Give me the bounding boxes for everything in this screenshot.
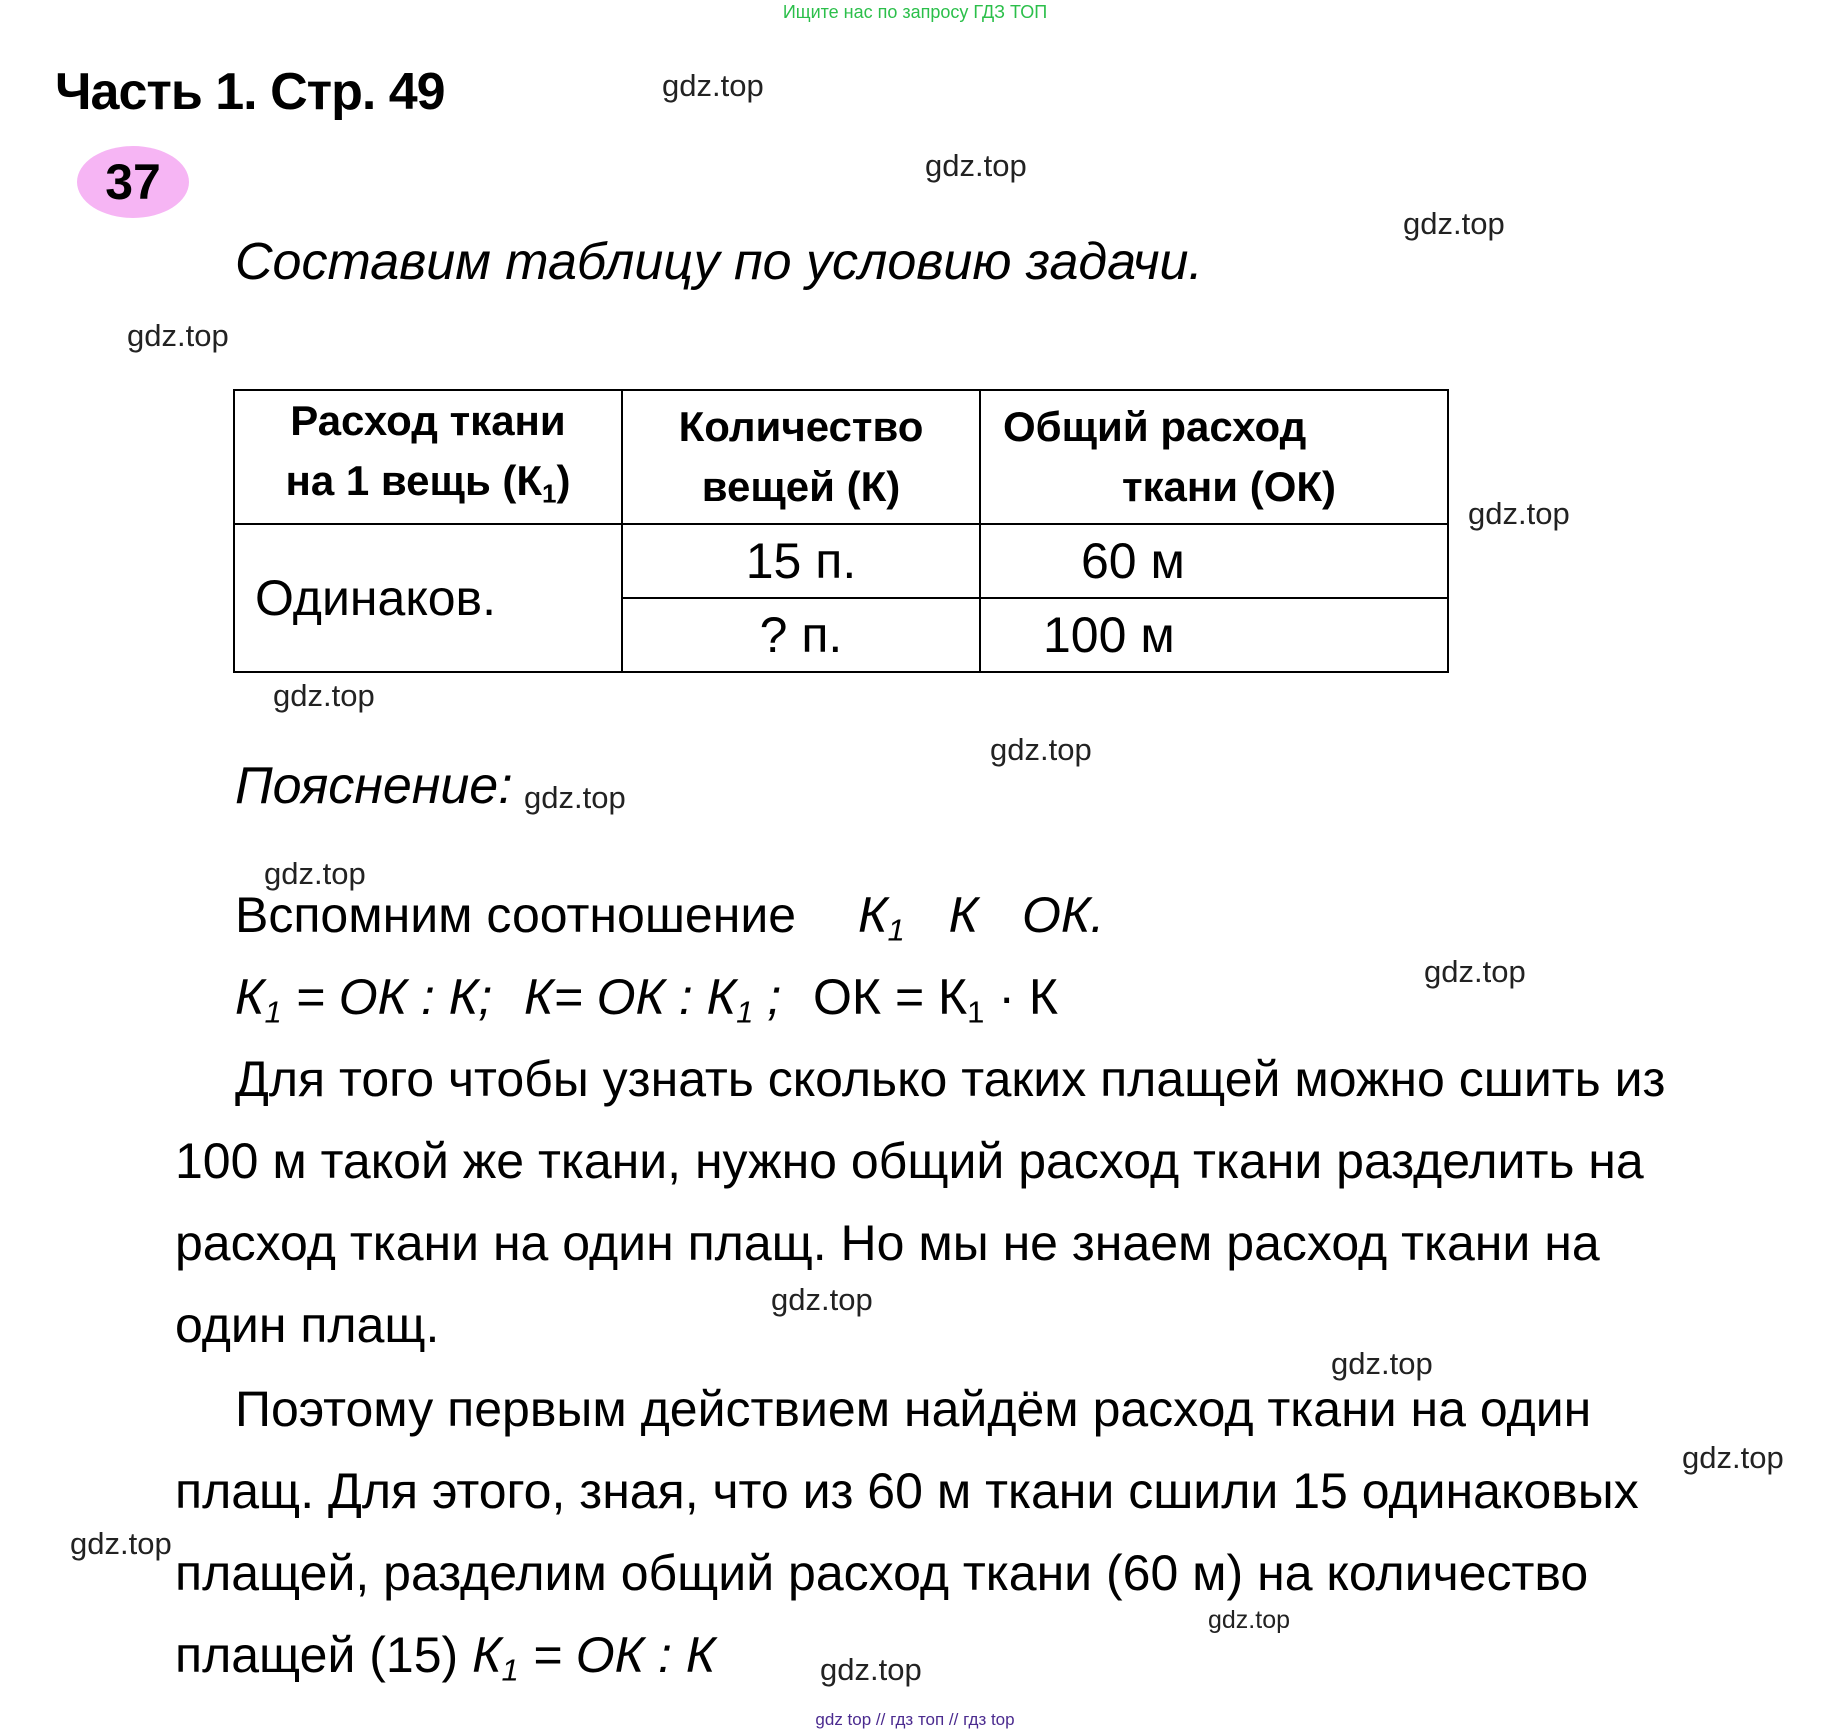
header-count-line2: вещей (К)	[701, 463, 901, 511]
watermark: gdz.top	[662, 68, 764, 103]
formula-k1	[235, 969, 493, 1030]
cell-count: ? п.	[622, 598, 980, 672]
table-row	[234, 524, 1448, 598]
relation-k1-letter: К	[858, 887, 888, 943]
paragraph-2-formula-letter: К	[472, 1627, 502, 1683]
formula-k1-sub: 1	[264, 994, 282, 1030]
header-total-line2: ткани (ОК)	[1121, 463, 1337, 511]
header-consumption-line2	[235, 451, 621, 523]
intro-text: Составим таблицу по условию задачи.	[235, 233, 1203, 291]
watermark: gdz.top	[820, 1652, 922, 1687]
paragraph-1-line: 100 м такой же ткани, нужно общий расход ткани разделить на	[175, 1133, 1644, 1189]
formula-k1-letter: К	[235, 969, 265, 1025]
formula-ok-sub: 1	[967, 994, 985, 1030]
header-consumption	[234, 390, 622, 524]
formula-ok	[813, 969, 1058, 1030]
watermark: gdz.top	[771, 1282, 873, 1317]
paragraph-1-line: Для того чтобы узнать сколько таких плащей можно сшить из	[235, 1051, 1666, 1107]
header-consumption-close: )	[556, 457, 571, 504]
paragraph-2-last-text: плащей (15)	[175, 1627, 473, 1683]
relation-text: Вспомним соотношение	[235, 887, 797, 943]
header-count	[622, 390, 980, 524]
header-consumption-sub: 1	[542, 478, 557, 509]
watermark: gdz.top	[1468, 496, 1570, 531]
paragraph-1	[175, 1038, 1665, 1366]
watermark: gdz.top	[990, 732, 1092, 767]
table-header-row	[234, 390, 1448, 524]
watermark: gdz.top	[70, 1526, 172, 1561]
task-number-badge	[77, 146, 189, 218]
relation-ok: ОК.	[1022, 887, 1105, 943]
cell-total: 100 м	[980, 598, 1448, 672]
watermark: gdz.top	[264, 856, 366, 891]
cell-count: 15 п.	[622, 524, 980, 598]
header-total-line1: Общий расход	[1003, 403, 1307, 451]
paragraph-1-line: один плащ.	[175, 1297, 440, 1353]
explanation-label: Пояснение:	[235, 757, 513, 815]
watermark: gdz.top	[524, 780, 626, 815]
header-consumption-text: на 1 вещь (К	[285, 457, 543, 504]
relation-k1-sub: 1	[887, 912, 905, 948]
cell-consumption: Одинаков.	[234, 524, 622, 672]
header-consumption-line1: Расход ткани	[290, 397, 566, 444]
formula-k-text: К= ОК : К	[524, 969, 737, 1025]
watermark: gdz.top	[925, 148, 1027, 183]
watermark: gdz.top	[273, 678, 375, 713]
search-banner: Ищите нас по запросу ГДЗ ТОП	[782, 2, 1048, 22]
formula-ok-text: ОК = К	[813, 969, 968, 1025]
watermark: gdz.top	[1208, 1606, 1291, 1634]
formula-k	[524, 969, 782, 1030]
header-count-line1: Количество	[678, 403, 924, 451]
footer-links: gdz top // гдз топ // гдз top	[815, 1710, 1015, 1729]
paragraph-2-formula	[472, 1627, 716, 1688]
watermark: gdz.top	[127, 318, 229, 353]
paragraph-2-formula-rest: = ОК : К	[518, 1627, 716, 1683]
condition-table	[233, 389, 1449, 673]
watermark: gdz.top	[1424, 954, 1526, 989]
page-heading: Часть 1. Стр. 49	[55, 63, 445, 121]
header-total	[980, 390, 1448, 524]
paragraph-2-line: Поэтому первым действием найдём расход ткани на один	[235, 1381, 1592, 1437]
relation-k1	[858, 887, 905, 948]
cell-total: 60 м	[980, 524, 1448, 598]
task-number: 37	[105, 154, 161, 210]
paragraph-2-line: плащ. Для этого, зная, что из 60 м ткани сшили 15 одинаковых	[175, 1463, 1639, 1519]
paragraph-2-formula-sub: 1	[501, 1652, 519, 1688]
watermark: gdz.top	[1403, 206, 1505, 241]
formula-ok-rest: · К	[984, 969, 1058, 1025]
formula-k1-rest: = ОК : К;	[281, 969, 493, 1025]
watermark: gdz.top	[1331, 1346, 1433, 1381]
formula-k-rest: ;	[753, 969, 782, 1025]
paragraph-1-line: расход ткани на один плащ. Но мы не знаем расход ткани на	[175, 1215, 1600, 1271]
watermark: gdz.top	[1682, 1440, 1784, 1475]
formula-k-sub: 1	[736, 994, 754, 1030]
paragraph-2-line: плащей, разделим общий расход ткани (60 м) на количество	[175, 1545, 1589, 1601]
relation-k: К	[948, 887, 979, 943]
